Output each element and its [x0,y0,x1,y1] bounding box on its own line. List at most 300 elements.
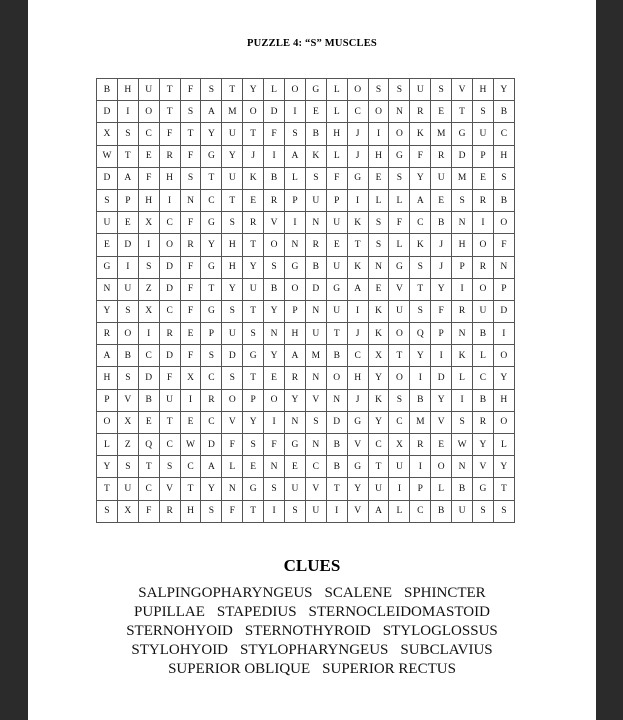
grid-cell: E [264,367,285,389]
grid-cell: F [222,500,243,522]
grid-cell: F [264,123,285,145]
grid-cell: D [222,345,243,367]
grid-cell: I [264,411,285,433]
grid-cell: T [222,79,243,101]
grid-cell: C [389,411,410,433]
grid-cell: L [326,79,347,101]
grid-cell: T [243,367,264,389]
grid-cell: D [159,278,180,300]
grid-cell: K [368,323,389,345]
grid-cell: D [159,345,180,367]
grid-cell: O [97,411,118,433]
grid-cell: S [97,189,118,211]
grid-cell: E [326,234,347,256]
grid-cell: H [493,389,514,411]
grid-cell: K [347,256,368,278]
grid-cell: F [180,256,201,278]
grid-cell: P [326,189,347,211]
grid-cell: K [452,345,473,367]
grid-cell: Y [222,145,243,167]
grid-cell: J [431,256,452,278]
grid-cell: N [326,389,347,411]
grid-cell: O [493,345,514,367]
grid-cell: O [389,367,410,389]
grid-cell: T [243,300,264,322]
grid-row [97,456,515,478]
grid-cell: S [264,478,285,500]
grid-cell: B [305,256,326,278]
grid-cell: C [368,434,389,456]
grid-cell: C [159,300,180,322]
grid-cell: Y [410,345,431,367]
grid-cell: C [410,500,431,522]
grid-cell: B [473,389,494,411]
grid-cell: D [305,278,326,300]
grid-cell: S [410,256,431,278]
grid-cell: S [368,212,389,234]
grid-cell: N [452,456,473,478]
grid-cell: M [452,167,473,189]
grid-cell: U [326,212,347,234]
grid-cell: A [410,189,431,211]
grid-cell: N [368,256,389,278]
grid-cell: T [180,123,201,145]
clues-list [28,584,596,679]
grid-cell: N [305,300,326,322]
grid-cell: O [431,456,452,478]
clue-word: STYLOPHARYNGEUS [240,642,389,658]
grid-cell: C [201,411,222,433]
grid-cell: G [97,256,118,278]
grid-row [97,101,515,123]
grid-cell: F [410,145,431,167]
grid-cell: F [326,167,347,189]
grid-cell: U [222,323,243,345]
grid-cell: K [305,145,326,167]
grid-cell: B [117,345,138,367]
clues-heading: CLUES [283,556,341,575]
grid-cell: P [285,300,306,322]
grid-cell: E [97,234,118,256]
grid-cell: J [347,123,368,145]
grid-cell: B [138,389,159,411]
grid-cell: V [264,212,285,234]
grid-row [97,212,515,234]
grid-cell: F [180,345,201,367]
grid-cell: L [452,367,473,389]
grid-cell: F [180,278,201,300]
grid-cell: V [305,478,326,500]
grid-cell: E [138,145,159,167]
grid-cell: C [305,456,326,478]
grid-cell: L [473,345,494,367]
grid-cell: F [180,79,201,101]
grid-cell: G [285,434,306,456]
grid-cell: I [473,212,494,234]
grid-cell: S [368,234,389,256]
grid-cell: O [264,234,285,256]
grid-cell: J [347,389,368,411]
grid-cell: O [493,411,514,433]
grid-cell: O [138,101,159,123]
grid-cell: T [117,145,138,167]
grid-cell: E [431,101,452,123]
grid-cell: T [326,323,347,345]
grid-cell: H [452,234,473,256]
grid-cell: G [305,79,326,101]
grid-cell: S [431,79,452,101]
grid-cell: A [117,167,138,189]
grid-cell: Y [243,256,264,278]
grid-cell: E [368,278,389,300]
grid-cell: J [347,145,368,167]
grid-cell: V [305,389,326,411]
grid-cell: S [285,123,306,145]
grid-cell: J [347,323,368,345]
grid-cell: Y [410,167,431,189]
grid-cell: X [138,212,159,234]
grid-cell: S [201,345,222,367]
grid-cell: M [431,123,452,145]
grid-cell: S [473,500,494,522]
grid-cell: R [180,234,201,256]
grid-cell: S [201,79,222,101]
grid-cell: E [305,101,326,123]
grid-cell: S [389,79,410,101]
grid-cell: U [431,167,452,189]
grid-cell: O [285,79,306,101]
grid-cell: N [222,478,243,500]
grid-cell: O [389,323,410,345]
grid-cell: I [431,345,452,367]
grid-cell: N [264,323,285,345]
clue-word: STYLOHYOID [131,642,229,658]
grid-cell: H [222,256,243,278]
grid-cell: S [473,101,494,123]
grid-cell: J [431,234,452,256]
grid-cell: I [368,123,389,145]
clue-word: SCALENE [324,585,392,601]
grid-cell: B [326,345,347,367]
grid-cell: U [473,123,494,145]
grid-cell: S [305,167,326,189]
clue-line [28,622,596,641]
grid-row [97,389,515,411]
grid-cell: S [138,256,159,278]
grid-cell: D [138,367,159,389]
grid-cell: Y [222,278,243,300]
grid-cell: B [264,167,285,189]
grid-cell: H [222,234,243,256]
grid-cell: S [389,389,410,411]
grid-cell: V [452,79,473,101]
grid-cell: B [493,101,514,123]
grid-cell: P [452,256,473,278]
grid-cell: I [138,234,159,256]
grid-cell: G [347,167,368,189]
grid-cell: X [117,411,138,433]
grid-cell: Y [285,389,306,411]
grid-cell: V [347,434,368,456]
grid-cell: R [410,101,431,123]
grid-cell: E [138,411,159,433]
grid-cell: Y [201,123,222,145]
grid-cell: T [201,167,222,189]
grid-cell: T [180,478,201,500]
grid-cell: N [452,212,473,234]
grid-cell: E [243,456,264,478]
grid-cell: I [285,101,306,123]
grid-cell: I [410,456,431,478]
grid-cell: K [410,234,431,256]
grid-cell: U [452,500,473,522]
grid-cell: H [347,367,368,389]
grid-cell: B [473,323,494,345]
grid-cell: P [117,189,138,211]
grid-cell: H [493,145,514,167]
grid-cell: L [389,500,410,522]
grid-cell: A [285,145,306,167]
grid-cell: O [493,212,514,234]
grid-cell: S [389,167,410,189]
grid-cell: H [138,189,159,211]
grid-cell: R [159,323,180,345]
grid-cell: S [452,189,473,211]
grid-cell: E [180,411,201,433]
grid-cell: Y [473,434,494,456]
grid-cell: Y [201,234,222,256]
grid-cell: T [243,234,264,256]
grid-cell: F [180,145,201,167]
grid-cell: O [243,101,264,123]
grid-cell: V [473,456,494,478]
grid-cell: N [285,234,306,256]
clue-word: STERNOHYOID [126,623,233,639]
grid-cell: H [326,123,347,145]
word-search-grid [96,78,515,523]
grid-cell: U [473,300,494,322]
grid-cell: A [347,278,368,300]
grid-cell: Y [493,456,514,478]
grid-cell: A [201,101,222,123]
grid-cell: X [368,345,389,367]
grid-cell: L [222,456,243,478]
grid-cell: Y [243,79,264,101]
grid-row [97,323,515,345]
grid-cell: R [431,145,452,167]
grid-cell: Y [493,79,514,101]
grid-cell: S [117,300,138,322]
grid-cell: Y [493,367,514,389]
grid-cell: C [180,456,201,478]
grid-cell: C [201,367,222,389]
grid-cell: R [410,434,431,456]
grid-cell: Q [138,434,159,456]
grid-cell: T [243,500,264,522]
grid-cell: P [201,323,222,345]
grid-cell: G [347,456,368,478]
puzzle-title: PUZZLE 4: “S” MUSCLES [247,38,377,49]
grid-cell: J [243,145,264,167]
grid-cell: M [410,411,431,433]
grid-cell: U [117,478,138,500]
grid-row [97,79,515,101]
grid-cell: S [180,101,201,123]
grid-cell: S [243,434,264,456]
grid-cell: A [97,345,118,367]
grid-cell: V [389,278,410,300]
grid-cell: R [97,323,118,345]
grid-cell: I [347,300,368,322]
grid-cell: K [410,123,431,145]
grid-cell: V [159,478,180,500]
grid-cell: Y [264,300,285,322]
grid-cell: B [326,434,347,456]
grid-cell: V [117,389,138,411]
grid-cell: O [159,234,180,256]
grid-cell: D [97,167,118,189]
grid-cell: I [264,145,285,167]
grid-cell: U [97,212,118,234]
grid-cell: R [159,500,180,522]
grid-cell: U [243,278,264,300]
grid-cell: F [493,234,514,256]
grid-row [97,345,515,367]
grid-cell: U [389,456,410,478]
grid-cell: Z [138,278,159,300]
grid-row [97,123,515,145]
grid-cell: R [159,145,180,167]
grid-cell: A [285,345,306,367]
grid-cell: U [138,79,159,101]
grid-row [97,256,515,278]
grid-cell: B [97,79,118,101]
grid-cell: F [159,123,180,145]
grid-cell: L [285,167,306,189]
grid-cell: L [326,101,347,123]
grid-cell: D [159,256,180,278]
grid-cell: W [180,434,201,456]
grid-cell: N [285,411,306,433]
grid-cell: T [493,478,514,500]
grid-cell: K [368,389,389,411]
grid-cell: O [264,389,285,411]
grid-cell: T [159,411,180,433]
grid-cell: T [243,123,264,145]
grid-cell: R [452,300,473,322]
grid-row [97,278,515,300]
grid-cell: I [285,212,306,234]
grid-cell: S [452,411,473,433]
grid-cell: S [285,500,306,522]
grid-cell: L [389,234,410,256]
grid-cell: S [305,411,326,433]
grid-cell: O [473,278,494,300]
grid-cell: N [180,189,201,211]
grid-cell: H [117,79,138,101]
grid-cell: K [368,300,389,322]
grid-cell: T [347,234,368,256]
grid-cell: E [431,189,452,211]
grid-cell: L [264,79,285,101]
grid-cell: R [264,189,285,211]
grid-cell: U [368,478,389,500]
grid-cell: Y [347,478,368,500]
grid-cell: C [201,189,222,211]
grid-cell: O [326,367,347,389]
grid-cell: G [389,145,410,167]
grid-cell: I [347,189,368,211]
grid-cell: S [493,500,514,522]
grid-cell: N [305,367,326,389]
grid-cell: A [368,500,389,522]
puzzle-page [28,0,596,720]
grid-cell: V [222,411,243,433]
grid-cell: G [201,256,222,278]
grid-cell: I [326,500,347,522]
grid-cell: S [97,500,118,522]
grid-cell: U [159,389,180,411]
grid-cell: C [138,478,159,500]
grid-cell: R [473,256,494,278]
grid-cell: T [410,278,431,300]
grid-cell: I [389,478,410,500]
clue-word: SPHINCTER [404,585,486,601]
grid-cell: B [431,500,452,522]
grid-row [97,167,515,189]
grid-cell: P [473,145,494,167]
grid-cell: U [389,300,410,322]
grid-cell: O [389,123,410,145]
grid-cell: M [222,101,243,123]
grid-cell: F [138,500,159,522]
grid-row [97,500,515,522]
grid-cell: Y [97,456,118,478]
grid-cell: N [493,256,514,278]
grid-cell: F [389,212,410,234]
grid-cell: H [159,167,180,189]
grid-cell: S [159,456,180,478]
clue-word: STAPEDIUS [216,604,297,620]
grid-cell: L [431,478,452,500]
grid-cell: Y [243,411,264,433]
grid-cell: F [222,434,243,456]
grid-cell: C [410,212,431,234]
grid-cell: E [431,434,452,456]
grid-cell: U [410,79,431,101]
grid-cell: E [368,167,389,189]
grid-cell: F [264,434,285,456]
grid-cell: E [285,456,306,478]
grid-cell: G [201,212,222,234]
grid-cell: E [473,167,494,189]
grid-cell: G [347,411,368,433]
grid-cell: T [97,478,118,500]
grid-cell: P [243,389,264,411]
grid-cell: H [473,79,494,101]
clue-word: STERNOCLEIDOMASTOID [308,604,490,620]
grid-cell: U [305,500,326,522]
grid-cell: P [97,389,118,411]
grid-cell: B [410,389,431,411]
grid-cell: L [97,434,118,456]
grid-cell: G [243,478,264,500]
grid-cell: R [285,367,306,389]
grid-cell: Y [431,389,452,411]
grid-cell: S [222,300,243,322]
grid-cell: L [493,434,514,456]
grid-cell: U [222,167,243,189]
